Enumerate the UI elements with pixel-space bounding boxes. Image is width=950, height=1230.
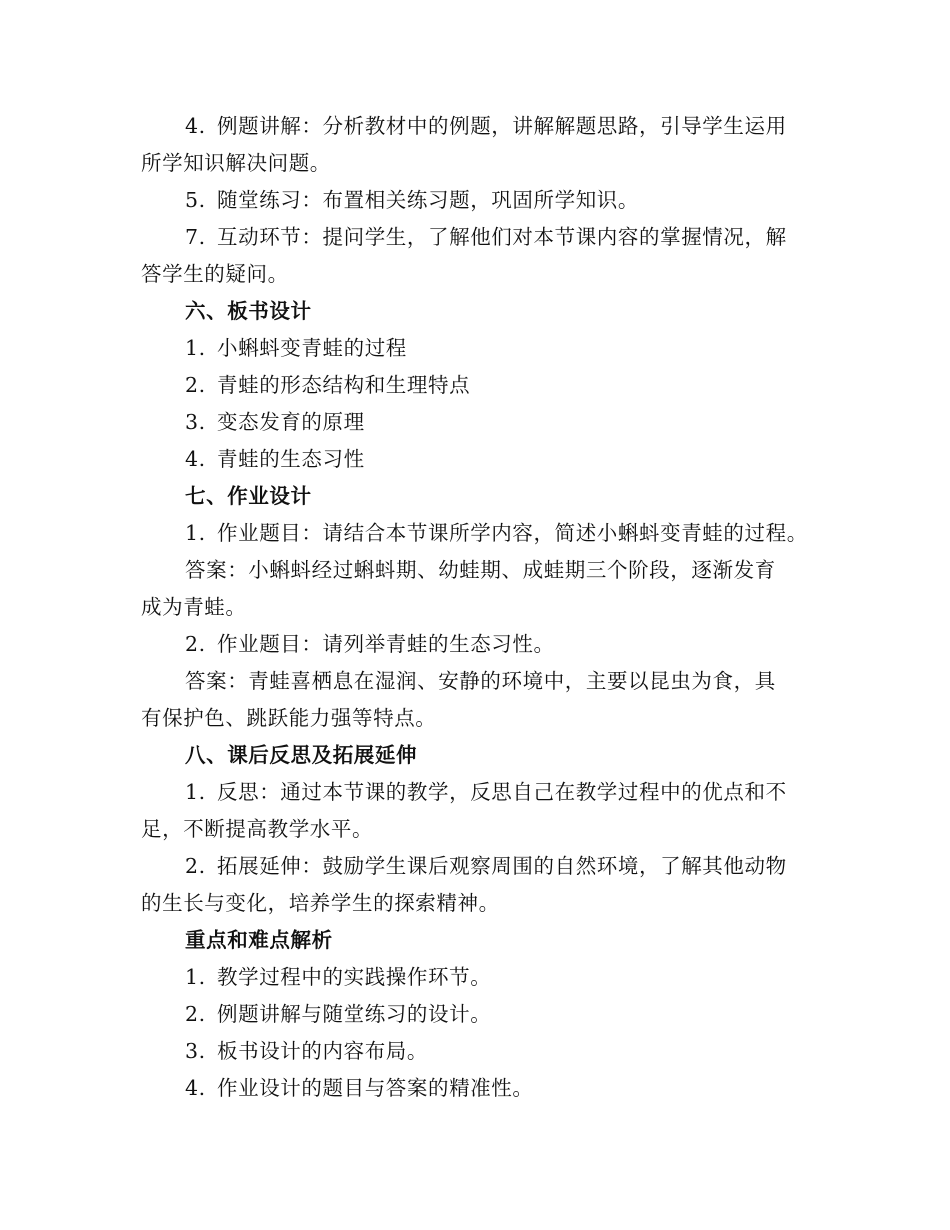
list-item	[0, 774, 950, 811]
item-text: 反思：通过本节课的教学，反思自己在教学过程中的优点和不	[217, 780, 787, 804]
continuation-line: 答学生的疑问。	[141, 262, 289, 286]
list-item	[0, 626, 950, 663]
list-item-7-line-1	[0, 219, 950, 256]
item-number: 3.	[185, 410, 206, 434]
answer-line: 答案：青蛙喜栖息在湿润、安静的环境中，主要以昆虫为食，具	[185, 669, 776, 693]
item-text: 例题讲解：分析教材中的例题，讲解解题思路，引导学生运用	[217, 114, 787, 138]
item-number: 2.	[185, 854, 206, 878]
item-number: 4.	[185, 114, 206, 138]
item-text: 教学过程中的实践操作环节。	[217, 965, 492, 989]
item-text: 互动环节：提问学生，了解他们对本节课内容的掌握情况，解	[217, 225, 787, 249]
continuation-line: 成为青蛙。	[141, 595, 247, 619]
document-page	[0, 108, 950, 1107]
item-text: 作业题目：请列举青蛙的生态习性。	[217, 632, 555, 656]
item-number: 2.	[185, 373, 206, 397]
item-number: 1.	[185, 336, 206, 360]
item-number: 2.	[185, 1002, 206, 1026]
item-number: 1.	[185, 965, 206, 989]
item-number: 3.	[185, 1039, 206, 1063]
item-text: 随堂练习：布置相关练习题，巩固所学知识。	[217, 188, 639, 212]
item-text: 板书设计的内容布局。	[217, 1039, 428, 1063]
item-number: 2.	[185, 632, 206, 656]
section-heading-board-design: 六、板书设计	[185, 299, 312, 323]
item-number: 1.	[185, 521, 206, 545]
item-text: 小蝌蚪变青蛙的过程	[217, 336, 407, 360]
list-item	[0, 1070, 950, 1107]
item-text: 拓展延伸：鼓励学生课后观察周围的自然环境，了解其他动物	[217, 854, 787, 878]
list-item	[0, 1033, 950, 1070]
item-text: 作业设计的题目与答案的精准性。	[217, 1076, 534, 1100]
item-number: 5.	[185, 188, 206, 212]
list-item	[0, 515, 950, 552]
list-item	[0, 996, 950, 1033]
item-text: 作业题目：请结合本节课所学内容，简述小蝌蚪变青蛙的过程。	[217, 521, 808, 545]
item-text: 青蛙的形态结构和生理特点	[217, 373, 471, 397]
item-number: 4.	[185, 1076, 206, 1100]
list-item	[0, 404, 950, 441]
section-heading-key-points: 重点和难点解析	[185, 928, 333, 952]
answer-line: 答案：小蝌蚪经过蝌蚪期、幼蛙期、成蛙期三个阶段，逐渐发育	[185, 558, 776, 582]
list-item	[0, 959, 950, 996]
continuation-line: 所学知识解决问题。	[141, 151, 331, 175]
list-item	[0, 848, 950, 885]
list-item	[0, 367, 950, 404]
continuation-line: 的生长与变化，培养学生的探索精神。	[141, 891, 500, 915]
section-heading-reflection: 八、课后反思及拓展延伸	[185, 743, 418, 767]
section-heading-homework-design: 七、作业设计	[185, 484, 312, 508]
list-item-4-line-1	[0, 108, 950, 145]
item-text: 变态发育的原理	[217, 410, 365, 434]
list-item	[0, 330, 950, 367]
item-number: 7.	[185, 225, 206, 249]
item-number: 4.	[185, 447, 206, 471]
continuation-line: 足，不断提高教学水平。	[141, 817, 374, 841]
list-item-5	[0, 182, 950, 219]
continuation-line: 有保护色、跳跃能力强等特点。	[141, 706, 437, 730]
item-text: 青蛙的生态习性	[217, 447, 365, 471]
list-item	[0, 441, 950, 478]
item-number: 1.	[185, 780, 206, 804]
item-text: 例题讲解与随堂练习的设计。	[217, 1002, 492, 1026]
